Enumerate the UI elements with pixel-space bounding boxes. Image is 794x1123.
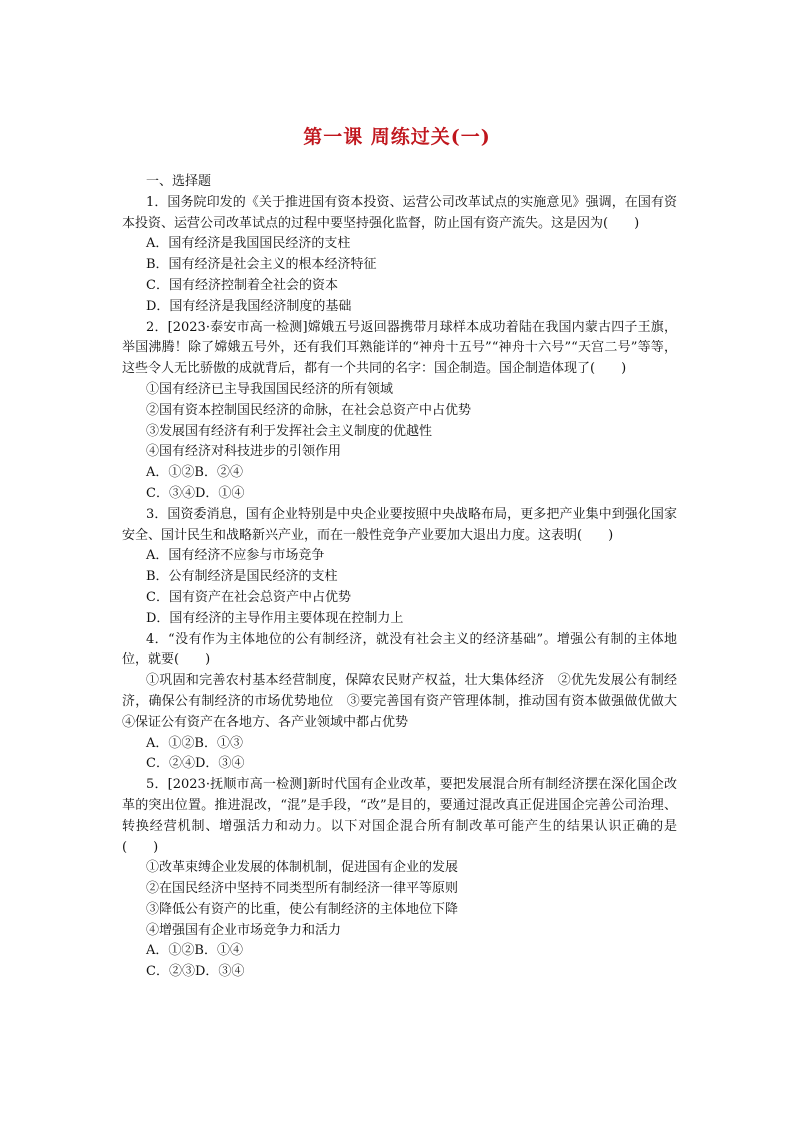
question-2-text: 2．[2023·泰安市高一检测]嫦娥五号返回器携带月球样本成功着陆在我国内蒙古四子王旗，举国沸腾！除了嫦娥五号外，还有我们耳熟能详的“神舟十五号”“神舟十六号”“天宫二号”等等，这些令人无比骄傲的成就背后，都有一个共同的名字：国企制造。国企制造体现了( ) — [122, 319, 677, 377]
question-4-statements: ①巩固和完善农村基本经营制度，保障农民财产权益，壮大集体经济 ②优先发展公有制经济，确保公有制经济的市场优势地位 ③要完善国有资产管理体制，推动国有资本做强做优做大 ④保证公有资产在各地方、各产业领域中都占优势 — [122, 673, 691, 730]
question-1-option-b: B．国有经济是社会主义的根本经济特征 — [146, 257, 377, 273]
question-3-option-a: A．国有经济不应参与市场竞争 — [146, 548, 325, 564]
question-2-item-1: ①国有经济已主导我国国民经济的所有领域 — [146, 381, 394, 397]
question-2-item-3: ③发展国有经济有利于发挥社会主义制度的优越性 — [146, 423, 433, 439]
question-2-options-ab: A．①②B．②④ — [146, 465, 243, 481]
question-2-item-2: ②国有资本控制国民经济的命脉，在社会总资产中占优势 — [146, 402, 472, 418]
question-1-option-a: A．国有经济是我国国民经济的支柱 — [146, 236, 351, 252]
question-1-option-c: C．国有经济控制着全社会的资本 — [146, 277, 338, 293]
page-title: 第一课 周练过关(一) — [303, 126, 491, 148]
question-5 — [122, 775, 677, 983]
question-3-text: 3．国资委消息，国有企业特别是中央企业要按照中央战略布局，更多把产业集中到强化国家安全、国计民生和战略新兴产业，而在一般性竞争产业要加大退出力度。这表明( ) — [122, 506, 677, 543]
question-3-option-b: B．公有制经济是国民经济的支柱 — [146, 569, 338, 585]
question-3 — [122, 505, 677, 630]
question-2 — [122, 318, 677, 505]
question-5-item-2: ②在国民经济中坚持不同类型所有制经济一律平等原则 — [146, 881, 459, 897]
question-5-item-3: ③降低公有资产的比重，使公有制经济的主体地位下降 — [146, 901, 459, 917]
question-4-options-ab: A．①②B．①③ — [146, 735, 243, 751]
question-3-option-d: D．国有经济的主导作用主要体现在控制力上 — [146, 610, 404, 626]
question-1 — [122, 193, 677, 318]
question-5-item-1: ①改革束缚企业发展的体制机制，促进国有企业的发展 — [146, 860, 459, 876]
question-1-text: 1．国务院印发的《关于推进国有资本投资、运营公司改革试点的实施意见》强调，在国有资本投资、运营公司改革试点的过程中要坚持强化监督，防止国有资产流失。这是因为( ) — [122, 194, 677, 231]
question-3-option-c: C．国有资产在社会总资产中占优势 — [146, 589, 351, 605]
question-5-item-4: ④增强国有企业市场竞争力和活力 — [146, 922, 342, 938]
document-body — [122, 172, 691, 983]
question-2-options-cd: C．③④D．①④ — [146, 485, 245, 501]
section-heading: 一、选择题 — [146, 174, 212, 189]
question-4-options-cd: C．②④D．③④ — [146, 756, 245, 772]
question-4 — [122, 630, 691, 776]
question-5-options-cd: C．②③D．③④ — [146, 964, 245, 980]
question-1-option-d: D．国有经济是我国经济制度的基础 — [146, 298, 352, 314]
question-2-item-4: ④国有经济对科技进步的引领作用 — [146, 444, 342, 460]
question-5-options-ab: A．①②B．①④ — [146, 943, 243, 959]
question-4-text: 4．“没有作为主体地位的公有制经济，就没有社会主义的经济基础”。增强公有制的主体地位，就要( ) — [122, 631, 677, 668]
question-5-text: 5．[2023·抚顺市高一检测]新时代国有企业改革，要把发展混合所有制经济摆在深化国企改革的突出位置。推进混改，“混”是手段，“改”是目的，要通过混改真正促进国企完善公司治理、转换经营机制、增强活力和动力。以下对国企混合所有制改革可能产生的结果认识正确的是( ) — [122, 777, 677, 855]
